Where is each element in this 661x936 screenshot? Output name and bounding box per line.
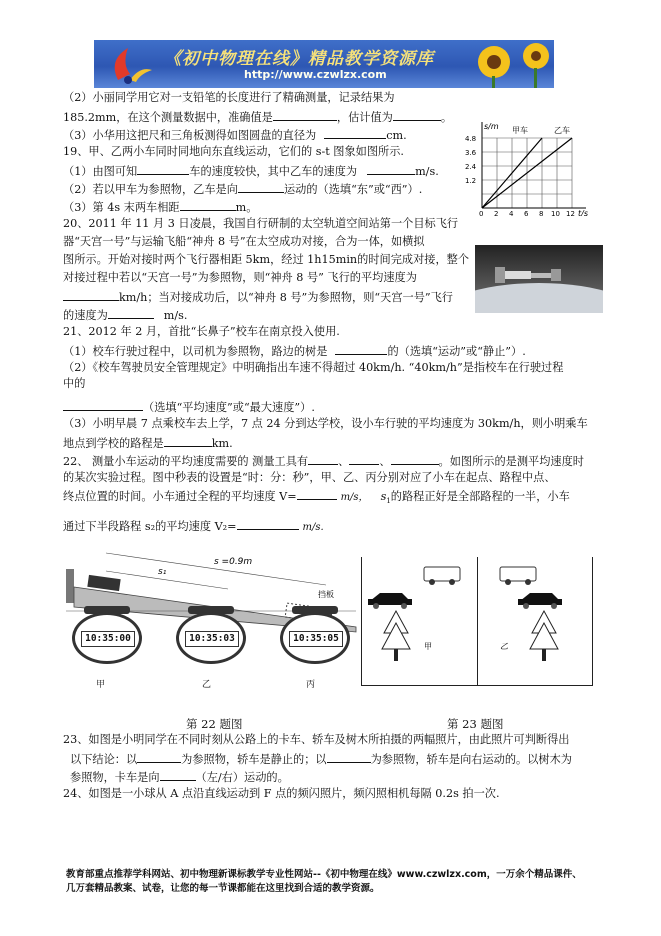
banner-title: 《初中物理在线》精品教学资源库 <box>164 49 434 69</box>
y-tick: 3.6 <box>465 149 477 157</box>
stopwatch-time: 10:35:03 <box>185 631 239 647</box>
answer-blank[interactable] <box>180 199 236 211</box>
q20-line-5 <box>63 289 453 305</box>
unit-text: m/s， <box>340 492 369 503</box>
q20-line-3: 图所示。开始对接时两个飞行器相距 5km，经过 1h15min的时间完成对接，整个 <box>63 253 470 266</box>
line-label-jia: 甲车 <box>512 126 528 135</box>
unit-text: m/s. <box>302 522 324 533</box>
x-tick: 2 <box>494 210 499 216</box>
panel-label: 甲 <box>424 642 432 651</box>
text: 。 <box>440 111 453 124</box>
q21-part-3-cont <box>63 435 233 451</box>
stopwatch-bing <box>280 606 350 666</box>
answer-blank[interactable] <box>160 769 196 781</box>
answer-blank[interactable] <box>349 453 379 465</box>
text: （1）校车行驶过程中，以司机为参照物，路边的树是 <box>63 345 328 358</box>
text: 通过下半段路程 s₂的平均速度 V₂= <box>63 520 237 533</box>
x-tick: 10 <box>551 210 560 216</box>
answer-blank[interactable] <box>393 109 441 121</box>
text: m/s. <box>415 165 439 178</box>
text: 运动的（选填“东”或“西”）. <box>283 183 423 196</box>
stopwatch-yi <box>176 606 246 666</box>
text: 车的速度较快，其中乙车的速度为 <box>189 165 358 178</box>
stopwatch-time: 10:35:05 <box>289 631 343 647</box>
text: km. <box>211 437 233 450</box>
answer-blank[interactable] <box>238 181 284 193</box>
footer-line-1: 教育部重点推荐学科网站、初中物理新课标教学专业性网站--《初中物理在线》www.czwlzx.com，一万余个精品课件、 <box>66 869 582 880</box>
banner-url: http://www.czwlzx.com <box>244 68 387 81</box>
answer-blank[interactable] <box>63 289 119 301</box>
car-icon <box>368 593 412 609</box>
x-tick: 0 <box>479 210 484 216</box>
text: （左/右）运动的。 <box>195 771 289 784</box>
text: （1）由图可知 <box>63 165 138 178</box>
text: 终点位置的时间。小车通过全程的平均速度 V= <box>63 490 297 503</box>
line-label-yi: 乙车 <box>554 126 570 135</box>
stopwatch-row <box>66 606 366 696</box>
logo-icon <box>100 40 160 88</box>
q20-line-2: 器“天宫一号”与运输飞船“神舟 8 号”在太空成功对接，合为一体，如横拟 <box>63 235 425 248</box>
sunflower-icon <box>464 40 554 88</box>
q21-part-2-cont: 中的 <box>63 377 86 390</box>
q20-line-4: 对接过程中若以“天宫一号”为参照物，则“神舟 8 号” 飞行的平均速度为 <box>63 271 417 284</box>
answer-blank[interactable] <box>308 453 338 465</box>
answer-blank[interactable] <box>327 751 371 763</box>
text: 、 <box>338 455 350 468</box>
x-tick: 6 <box>524 210 529 216</box>
q20-line-6 <box>63 307 187 323</box>
text: 的速度为 <box>63 309 108 322</box>
answer-blank[interactable] <box>137 751 181 763</box>
answer-blank[interactable] <box>164 435 212 447</box>
text: km/h；当对接成功后，以“神舟 8 号”为参照物，则“天宫一号”飞行 <box>119 291 453 304</box>
q21-part-3: （3）小明早晨 7 点乘校车去上学，7 点 24 分到达学校，设小车行驶的平均速度为 30km/h，则小明乘车 <box>63 417 588 430</box>
text: cm. <box>386 129 407 142</box>
q19-part-1 <box>63 163 439 179</box>
text: （选填“平均速度”或“最大速度”）. <box>143 401 315 414</box>
distance-label: s =0.9m <box>214 557 253 567</box>
q22-line-3 <box>63 488 570 508</box>
text: 以下结论：以 <box>70 753 138 766</box>
text: 。如图所示的是测平均速度时 <box>438 455 584 468</box>
truck-icon <box>424 567 460 585</box>
q23-line-2 <box>70 751 572 767</box>
cart-start <box>87 575 120 591</box>
q23-line-1: 23、如图是小明同学在不同时刻从公路上的卡车、轿车及树木所拍摄的两幅照片，由此照片可判断得出 <box>63 733 570 746</box>
s1-label: s₁ <box>158 567 167 577</box>
answer-blank[interactable] <box>137 163 189 175</box>
text: 、 <box>379 455 391 468</box>
text: ，估计值为 <box>336 111 393 124</box>
text: s <box>380 490 387 503</box>
q19-part-3 <box>63 199 257 215</box>
q21-part-2-blank <box>63 399 315 415</box>
q23-line-3 <box>70 769 289 785</box>
text: 的（选填“运动”或“静止”）. <box>387 345 526 358</box>
stopwatch-label: 乙 <box>202 680 212 690</box>
q18-line-4 <box>63 127 407 143</box>
answer-blank[interactable] <box>324 127 386 139</box>
answer-blank[interactable] <box>335 343 387 355</box>
answer-blank[interactable] <box>367 163 415 175</box>
text: m/s. <box>163 309 188 322</box>
text: 为参照物，轿车是向右运动的。以树木为 <box>370 753 572 766</box>
header-banner <box>94 40 554 88</box>
answer-blank[interactable] <box>297 488 337 500</box>
q18-line-3 <box>63 109 452 125</box>
text: 22、 测量小车运动的平均速度需要的 测量工具有 <box>63 455 309 468</box>
q22-line-4 <box>63 518 324 535</box>
stop-label: 挡板 <box>318 590 334 599</box>
q18-line-2: （2）小丽同学用它对一支铅笔的长度进行了精确测量，记录结果为 <box>63 91 395 104</box>
y-axis-label: s/m <box>484 122 499 131</box>
tree-icon <box>382 611 410 661</box>
tree-icon <box>530 611 558 661</box>
answer-blank[interactable] <box>391 453 439 465</box>
figure-23 <box>361 557 593 686</box>
car-icon <box>518 593 562 609</box>
q19-part-2 <box>63 181 422 197</box>
caption-fig22: 第 22 题图 <box>186 717 243 731</box>
text: 1 <box>386 497 391 506</box>
answer-blank[interactable] <box>63 399 143 411</box>
q22-line-1 <box>63 453 584 469</box>
answer-blank[interactable] <box>237 518 299 530</box>
answer-blank[interactable] <box>273 109 337 121</box>
q22-line-2: 的某次实验过程。图中秒表的设置是“时：分：秒”，甲、乙、丙分别对应了小车在起点、路程中点、 <box>63 471 556 484</box>
x-axis-label: t/s <box>578 209 588 216</box>
photo-yi <box>478 557 592 685</box>
text: （3）小华用这把尺和三角板测得如图圆盘的直径为 <box>63 129 317 142</box>
q20-line-1: 20、2011 年 11 月 3 日凌晨，我国自行研制的太空轨道空间站第一个目标飞行 <box>63 217 459 230</box>
q24-stem: 24、如图是一小球从 A 点沿直线运动到 F 点的频闪照片，频闪照相机每隔 0.2s 拍一次. <box>63 787 500 800</box>
stopwatch-label: 甲 <box>96 680 106 690</box>
x-tick: 4 <box>509 210 514 216</box>
stopwatch-time: 10:35:00 <box>81 631 135 647</box>
text: 地点到学校的路程是 <box>63 437 164 450</box>
text: 参照物，卡车是向 <box>70 771 160 784</box>
text: 的路程正好是全部路程的一半，小车 <box>390 490 570 503</box>
y-tick: 4.8 <box>465 135 477 143</box>
text: （2）若以甲车为参照物，乙车是向 <box>63 183 238 196</box>
panel-label: 乙 <box>500 642 508 651</box>
q21-part-1 <box>63 343 526 359</box>
truck-icon <box>500 567 536 585</box>
x-tick: 12 <box>566 210 575 216</box>
caption-fig23: 第 23 题图 <box>447 717 504 731</box>
photo-jia <box>362 557 476 685</box>
q21-part-2: （2）《校车驾驶员安全管理规定》中明确指出车速不得超过 40km/h. “40km/h”是指校车在行驶过程 <box>63 361 564 374</box>
y-tick: 1.2 <box>465 177 477 185</box>
stopwatch-jia <box>72 606 142 666</box>
figure-19-st-graph <box>462 120 592 216</box>
answer-blank[interactable] <box>108 307 154 319</box>
docking-photo <box>475 245 603 313</box>
q19-stem: 19、甲、乙两小车同时同地向东直线运动，它们的 s-t 图象如图所示. <box>63 145 404 158</box>
stopwatch-label: 丙 <box>306 680 316 690</box>
footer-line-2: 几万套精品教案、试卷，让您的每一节课都能在这里找到合适的教学资源。 <box>66 883 380 894</box>
text: m。 <box>235 201 258 214</box>
q21-stem: 21、2012 年 2 月，首批“长鼻子”校车在南京投入使用. <box>63 325 340 338</box>
text: 185.2mm，在这个测量数据中，准确值是 <box>63 111 273 124</box>
y-tick: 2.4 <box>465 163 477 171</box>
text: （3）第 4s 末两车相距 <box>63 201 180 214</box>
text: 为参照物，轿车是静止的；以 <box>181 753 327 766</box>
x-tick: 8 <box>539 210 544 216</box>
